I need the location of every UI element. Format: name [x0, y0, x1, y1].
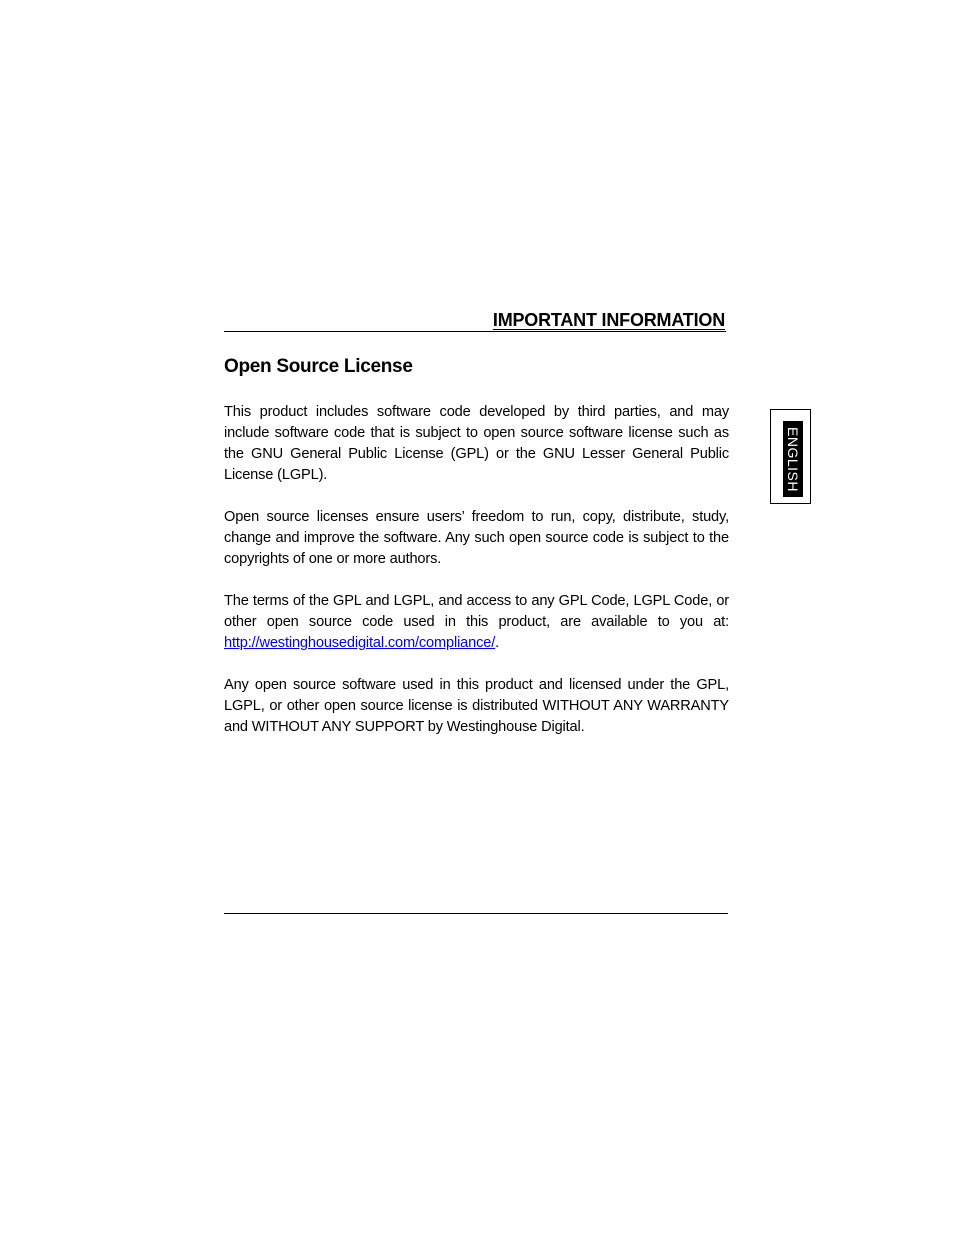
- footer-rule: [224, 913, 728, 914]
- paragraph-third-party-code: This product includes software code developed by third parties, and may include software code that is subject to open source software license such as the GNU General Public License (GPL) or the GNU Lesser General Public License (LGPL).: [224, 404, 729, 483]
- paragraph-no-warranty: Any open source software used in this product and licensed under the GPL, LGPL, or other open source license is distributed WITHOUT ANY WARRANTY and WITHOUT ANY SUPPORT by Westinghouse Digital.: [224, 677, 729, 735]
- section-title: Open Source License: [224, 356, 413, 377]
- license-body: [224, 402, 729, 759]
- page-header-title: IMPORTANT INFORMATION: [492, 310, 725, 330]
- language-tab-label: ENGLISH: [783, 421, 803, 497]
- paragraph-terms-access: [224, 591, 729, 654]
- header-rule: [224, 331, 726, 332]
- terms-period: .: [495, 635, 500, 651]
- terms-text: The terms of the GPL and LGPL, and access to any GPL Code, LGPL Code, or other open source code used in this product, are available to you at:: [224, 593, 729, 630]
- compliance-link[interactable]: http://westinghousedigital.com/compliance/: [224, 635, 496, 651]
- language-tab: [770, 409, 811, 504]
- paragraph-license-freedoms: Open source licenses ensure users’ freedom to run, copy, distribute, study, change and improve the software. Any such open source code is subject to the copyrights of one or more authors.: [224, 509, 729, 567]
